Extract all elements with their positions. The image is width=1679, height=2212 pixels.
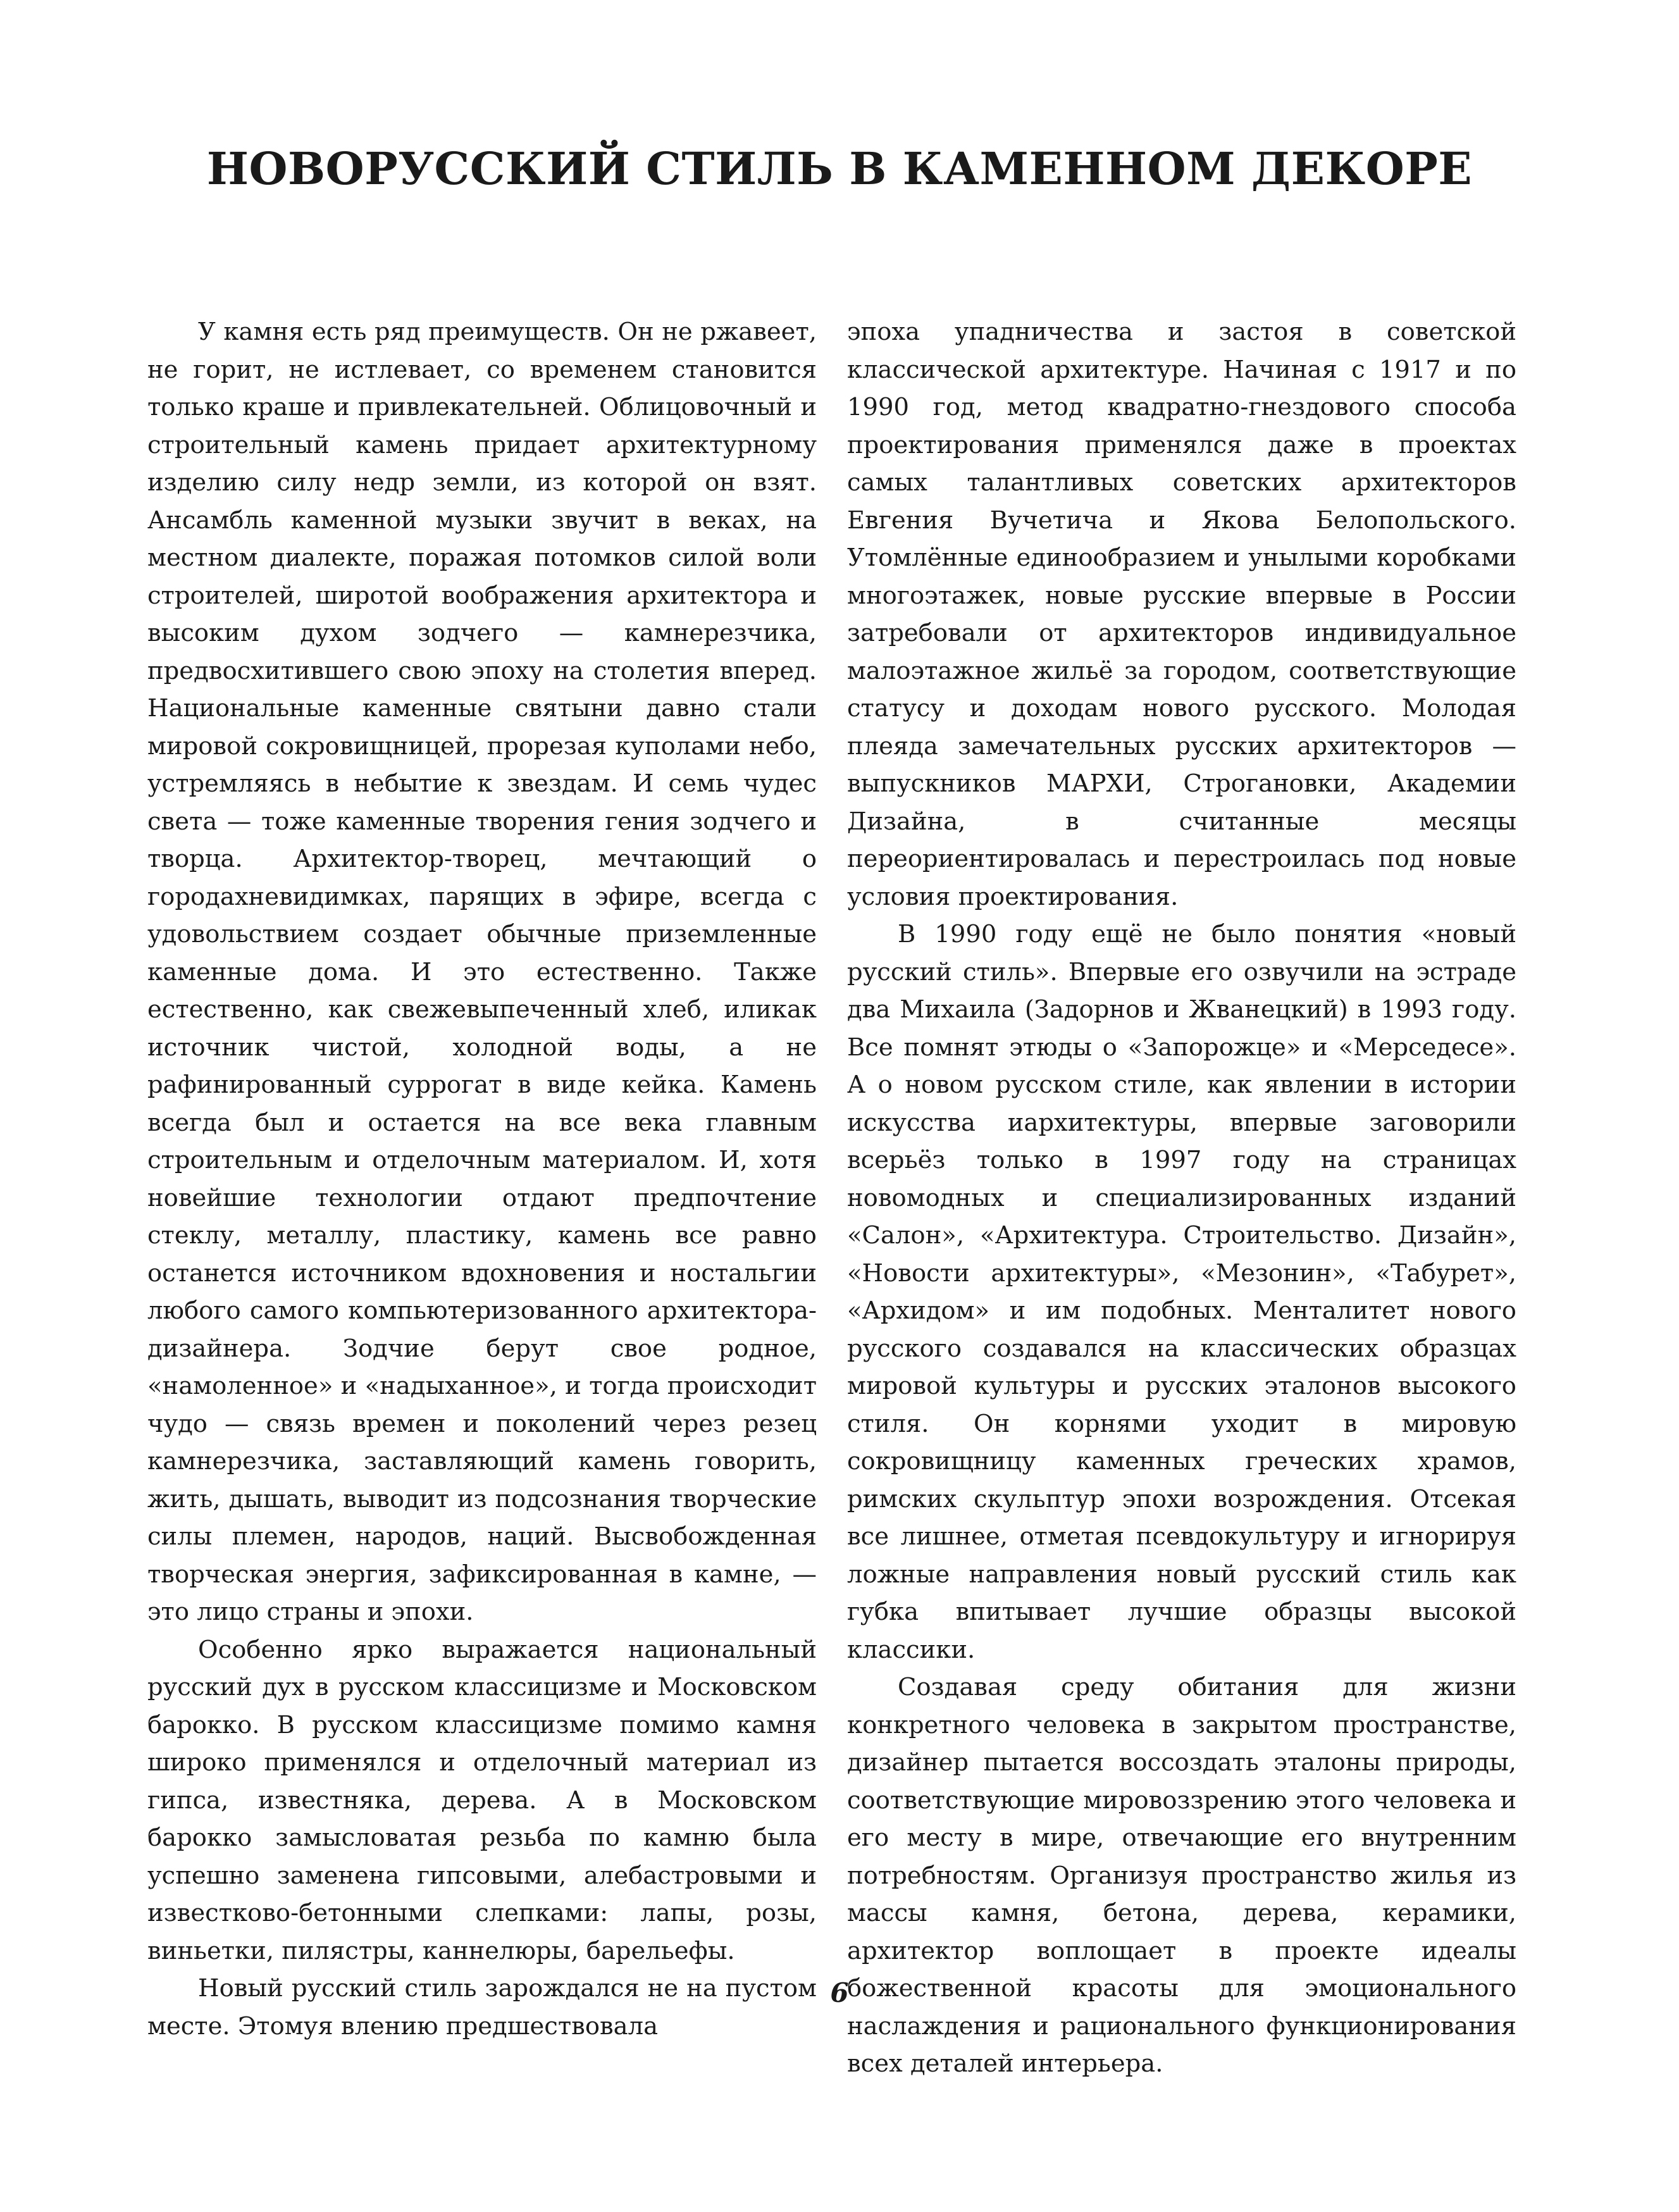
paragraph-soviet-stagnation: эпоха упадничества и застоя в советской классической архитектуре. Начиная с 1917 и по 1990 год, метод квадратно-гнездового способа проектирования применялся даже в проектах самых талантливых советских архитекторов Евгения Вучетича и Якова Белопольского. Утомлённые единообразием и унылыми коробками многоэтажек, новые русские впервые в России затребовали от архитекторов индивидуальное малоэтажное жильё за городом, соответствующие статусу и доходам нового русского. Молодая плеяда замечательных русских архитекторов — выпускников МАРХИ, Строгановки, Академии Дизайна, в считанные месяцы переориентировалась и перестроилась под новые условия проектирования. <box>847 318 1516 911</box>
paragraph-style-history: В 1990 году ещё не было понятия «новый русский стиль». Впервые его озвучили на эстраде два Михаила (Задорнов и Жванецкий) в 1993 году. Все помнят этюды о «Запорожце» и «Мерседесе». А о новом русском стиле, как явлении в истории искусства иархитектуры, впервые заговорили всерьёз только в 1997 году на страницах новомодных и специализированных изданий «Салон», «Архитектура. Строительство. Дизайн», «Новости архитектуры», «Мезонин», «Табурет», «Архидом» и им подобных. Менталитет нового русского создавался на классических образцах мировой культуры и русских эталонов высокого стиля. Он корнями уходит в мировую сокровищницу каменных греческих храмов, римских скульптур эпохи возрождения. Отсекая все лишнее, отметая псевдокультуру и игнорируя ложные направления новый русский стиль как губка впитывает лучшие образцы высокой классики. <box>847 920 1516 1664</box>
paragraph-national-spirit: Особенно ярко выражается национальный русский дух в русском классицизме и Московском барокко. В русском классицизме помимо камня широко применялся и отделочный материал из гипса, известняка, дерева. А в Московском барокко замысловатая резьба по камню была успешно заменена гипсовыми, алебастровыми и известково-бетонными слепками: лапы, розы, виньетки, пилястры, каннелюры, барельефы. <box>147 1635 817 1965</box>
page-title: НОВОРУССКИЙ СТИЛЬ В КАМЕННОМ ДЕКОРЕ <box>206 142 1473 195</box>
text-column-right <box>847 313 1516 2083</box>
paragraph-living-environment: Создавая среду обитания для жизни конкретного человека в закрытом пространстве, дизайнер пытается воссоздать эталоны природы, соответствующие мировоззрению этого человека и его месту в мире, отвечающие его внутренним потребностям. Организуя пространство жилья из массы камня, бетона, дерева, керамики, архитектор воплощает в проекте идеалы божественной красоты для эмоционального наслаждения и рационального функционирования всех деталей интерьера. <box>847 1673 1516 2078</box>
paragraph-new-russian-style-origin: Новый русский стиль зарождался не на пустом месте. Этомуя влению предшествовала <box>147 1974 817 2041</box>
page-number: 6 <box>830 1977 849 2008</box>
text-column-left <box>147 313 817 2045</box>
paragraph-stone-advantages: У камня есть ряд преимуществ. Он не ржавеет, не горит, не истлевает, со временем становится только краше и привлекательней. Облицовочный и строительный камень придает архитектурному изделию силу недр земли, из которой он взят. Ансамбль каменной музыки звучит в веках, на местном диалекте, поражая потомков силой воли строителей, широтой воображения архитектора и высоким духом зодчего — камнерезчика, предвосхитившего свою эпоху на столетия вперед. Национальные каменные святыни давно стали мировой сокровищницей, прорезая куполами небо, устремляясь в небытие к звездам. И семь чудес света — тоже каменные творения гения зодчего и творца. Архитектор-творец, мечтающий о городахневидимках, парящих в эфире, всегда с удовольствием создает обычные приземленные каменные дома. И это естественно. Также естественно, как свежевыпеченный хлеб, иликак источник чистой, холодной воды, а не рафинированный суррогат в виде кейка. Камень всегда был и остается на все века главным строительным и отделочным материалом. И, хотя новейшие технологии отдают предпочтение стеклу, металлу, пластику, камень все равно останется источником вдохновения и ностальгии любого самого компьютеризованного архитектора-дизайнера. Зодчие берут свое родное, «намоленное» и «надыханное», и тогда происходит чудо — связь времен и поколений через резец камнерезчика, заставляющий камень говорить, жить, дышать, выводит из подсознания творческие силы племен, народов, наций. Высвобожденная творческая энергия, зафиксированная в камне, — это лицо страны и эпохи. <box>147 318 817 1626</box>
